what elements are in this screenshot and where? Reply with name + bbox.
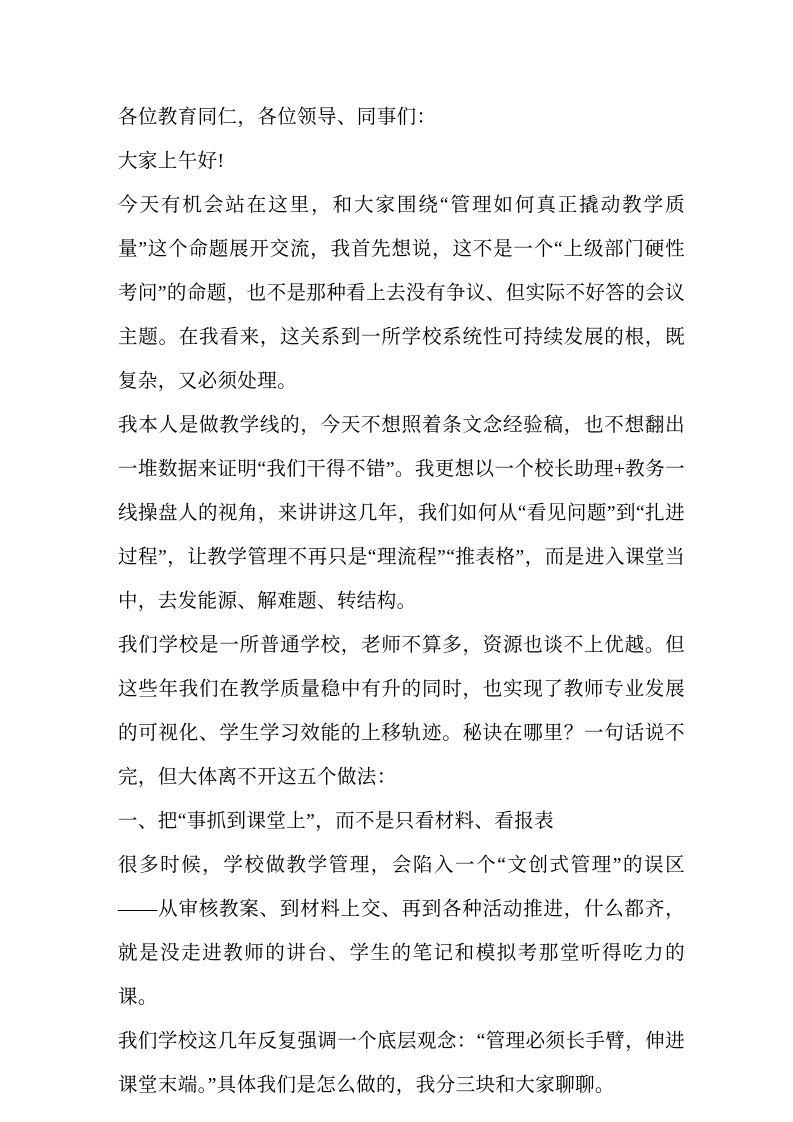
paragraph: 大家上午好! xyxy=(118,151,225,172)
paragraph: 我们学校这几年反复强调一个底层观念：“管理必须长手臂，伸进课堂末端。”具体我们是怎么做的，我分三块和大家聊聊。 xyxy=(118,1031,685,1096)
paragraph: 今天有机会站在这里，和大家围绕“管理如何真正撬动教学质量”这个命题展开交流，我首先想说，这不是一个“上级部门硬性考问”的命题，也不是那种看上去没有争议、但实际不好答的会议主题。在我看来，这关系到一所学校系统性可持续发展的根，既复杂，又必须处理。 xyxy=(118,195,685,392)
paragraph: 我本人是做教学线的，今天不想照着条文念经验稿，也不想翻出一堆数据来证明“我们干得不错”。我更想以一个校长助理+教务一线操盘人的视角，来讲讲这几年，我们如何从“看见问题”到“扎进过程”，让教学管理不再只是“理流程”“推表格”，而是进入课堂当中，去发能源、解难题、转结构。 xyxy=(118,415,685,612)
document-body xyxy=(118,96,685,1108)
paragraph: 我们学校是一所普通学校，老师不算多，资源也谈不上优越。但这些年我们在教学质量稳中有升的同时，也实现了教师专业发展的可视化、学生学习效能的上移轨迹。秘诀在哪里？一句话说不完，但大体离不开这五个做法： xyxy=(118,635,685,788)
paragraph: 一、把“事抓到课堂上”，而不是只看材料、看报表 xyxy=(118,811,555,832)
paragraph: 各位教育同仁，各位领导、同事们： xyxy=(118,107,437,128)
paragraph: 很多时候，学校做教学管理，会陷入一个“文创式管理”的误区——从审核教案、到材料上交、再到各种活动推进，什么都齐，就是没走进教师的讲台、学生的笔记和模拟考那堂听得吃力的课。 xyxy=(118,855,685,1008)
